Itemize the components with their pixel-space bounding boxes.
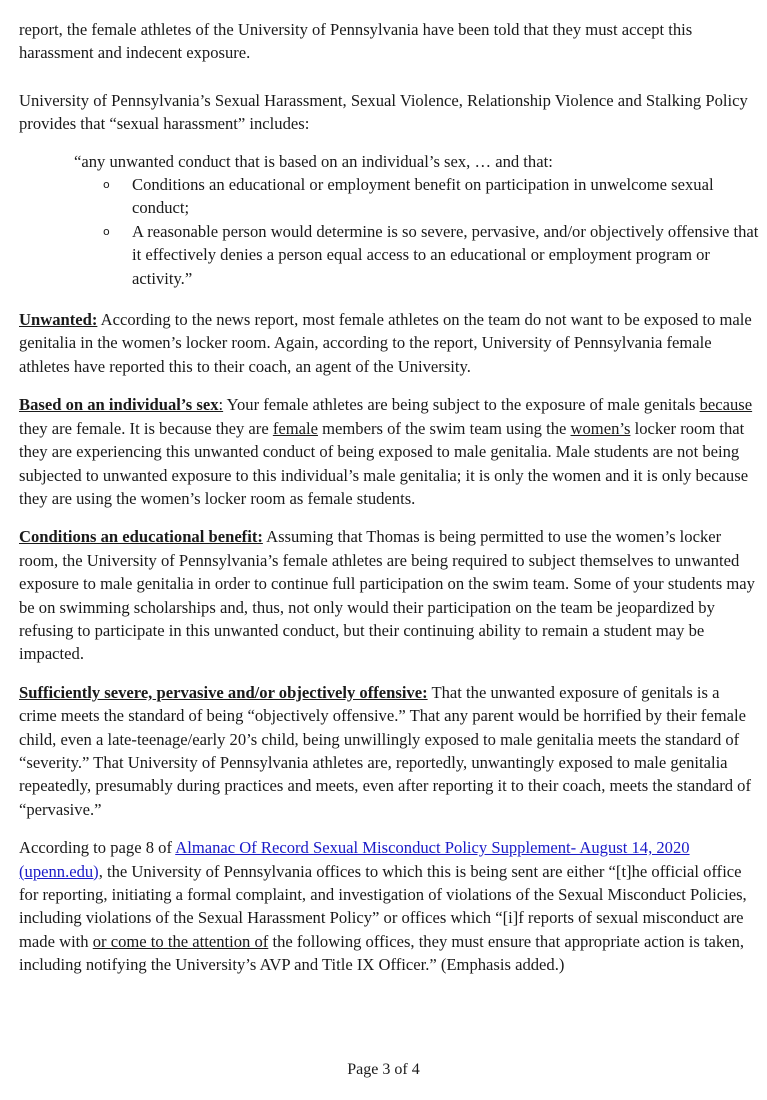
almanac-policy-link[interactable]: Almanac Of Record Sexual Misconduct Policy Supplement- August 14, 2020 (upenn.edu) [19, 838, 690, 881]
section-heading: Sufficiently severe, pervasive and/or objectively offensive: [19, 682, 428, 702]
section-heading: Unwanted: [19, 310, 98, 330]
section-heading: Conditions an educational benefit: [19, 527, 263, 547]
section-body: they are female. It is because they are [19, 418, 273, 438]
section-based-on-sex [19, 393, 761, 510]
policy-quote [74, 150, 761, 290]
section-body: the following offices, they must ensure that appropriate action is taken, including notifying the University’s AVP and Title IX Officer.” (Emphasis added.) [19, 931, 745, 975]
quote-bullet-text: A reasonable person would determine is so severe, pervasive, and/or objectively offensive that it effectively denies a person equal access to an educational or employment program or activity.” [132, 221, 759, 288]
section-body: Assuming that Thomas is being permitted to use the women’s locker room, the University of Pennsylvania’s female athletes are being required to subject themselves to unwanted exposure to male genitalia in order to continue full participation on the swim team. Some of your students may be on swimming scholarships and, thus, not only would their participation on the team be jeopardized by refusing to participate in this unwanted conduct, but their continuing ability to remain a student may be impacted. [19, 527, 755, 664]
quote-bullet-item [74, 173, 761, 220]
section-body: members of the swim team using the [317, 418, 571, 438]
emphasis-underline: female [272, 418, 318, 438]
section-almanac-reference [19, 836, 761, 976]
bullet-circle-icon: o [103, 224, 110, 238]
heading-colon: : [218, 395, 224, 415]
emphasis-underline: because [699, 395, 753, 415]
section-severe-pervasive [19, 681, 761, 821]
section-unwanted [19, 308, 761, 378]
quote-lead: “any unwanted conduct that is based on an individual’s sex, … and that: [74, 151, 553, 171]
section-body: locker room that they are experiencing this unwanted conduct of being exposed to male genitalia. Male students are not being subjected to unwanted exposure to this individual’s male genitalia; it is only the women and it is only because they are using the women’s locker room as female students. [19, 418, 749, 508]
section-body: Your female athletes are being subject to the exposure of male genitals [223, 395, 700, 415]
page-number: Page 3 of 4 [347, 1061, 420, 1078]
bullet-circle-icon: o [103, 178, 110, 192]
quote-bullet-text: Conditions an educational or employment benefit on participation in unwelcome sexual conduct; [132, 175, 714, 218]
quote-bullet-item [74, 220, 761, 290]
document-page [19, 0, 761, 977]
section-body: , the University of Pennsylvania offices to which this is being sent are either “[t]he official office for reporting, initiating a formal complaint, and investigation of violations of the Sexual Misconduct Policies, including violations of the Sexual Harassment Policy” or offices which “[i]f reports of sexual misconduct are made with [19, 861, 747, 951]
emphasis-underline: women’s [570, 418, 631, 438]
section-educational-benefit [19, 525, 761, 665]
intro-continuation: report, the female athletes of the University of Pennsylvania have been told that they must accept this harassment and indecent exposure. [19, 20, 693, 63]
section-body: According to the news report, most female athletes on the team do not want to be exposed to male genitalia in the women’s locker room. Again, according to the report, University of Pennsylvania female athletes have reported this to their coach, an agent of the University. [19, 310, 752, 376]
policy-intro: University of Pennsylvania’s Sexual Harassment, Sexual Violence, Relationship Violence and Stalking Policy provides that “sexual harassment” includes: [19, 90, 748, 134]
section-heading: Based on an individual’s sex [19, 395, 219, 415]
quote-bullet-list [74, 173, 761, 290]
section-body: According to page 8 of [19, 838, 176, 858]
section-body: That the unwanted exposure of genitals is a crime meets the standard of being “objectively offensive.” That any parent would be horrified by their female child, even a late-teenage/early 20’s child, being unwillingly exposed to male genitalia meets the standard of “severity.” That University of Pennsylvania athletes are, reportedly, unwantingly exposed to male genitalia repeatedly, presumably during practices and meets, even after reporting it to their coach, meets the standard of “pervasive.” [19, 682, 751, 819]
emphasis-underline: or come to the attention of [92, 931, 269, 951]
